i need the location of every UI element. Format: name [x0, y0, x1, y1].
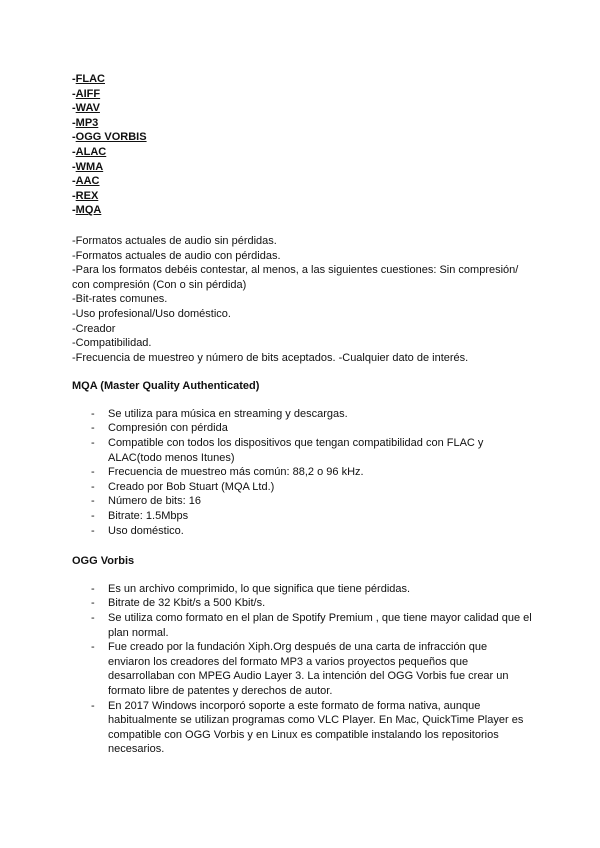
link-wma[interactable]: WMA [75, 160, 104, 173]
list-item: - Se utiliza como formato en el plan de Spotify Premium , que tiene mayor calidad que el plan normal. [72, 611, 532, 640]
format-link-row [72, 160, 532, 175]
link-prefix: - [72, 116, 76, 129]
document-page [72, 72, 532, 757]
link-alac[interactable]: ALAC [75, 145, 107, 158]
link-prefix: - [72, 175, 76, 188]
link-aac[interactable]: AAC [75, 175, 100, 188]
instruction-line: -Formatos actuales de audio sin pérdidas. [72, 234, 277, 247]
format-link-row [72, 87, 532, 102]
format-link-row [72, 174, 532, 189]
format-link-row [72, 72, 532, 87]
mqa-heading: MQA (Master Quality Authenticated) [72, 380, 260, 393]
format-link-row [72, 116, 532, 131]
link-prefix: - [72, 87, 76, 100]
format-link-row [72, 130, 532, 145]
link-prefix: - [72, 160, 76, 173]
list-item: - Bitrate: 1.5Mbps [72, 509, 532, 524]
instruction-line: -Para los formatos debéis contestar, al menos, a las siguientes cuestiones: Sin compresión/ [72, 264, 519, 277]
link-prefix: - [72, 204, 76, 217]
link-prefix: - [72, 131, 76, 144]
instructions-block [72, 234, 532, 365]
format-link-row [72, 203, 532, 218]
instruction-line: -Creador [72, 322, 116, 335]
list-item: - Frecuencia de muestreo más común: 88,2 o 96 kHz. [72, 465, 532, 480]
list-item: - Compatible con todos los dispositivos que tengan compatibilidad con FLAC y ALAC(todo menos Itunes) [72, 436, 532, 465]
link-mqa[interactable]: MQA [75, 204, 102, 217]
instruction-line: -Frecuencia de muestreo y número de bits aceptados. -Cualquier dato de interés. [72, 351, 469, 364]
ogg-heading: OGG Vorbis [72, 555, 135, 568]
link-prefix: - [72, 189, 76, 202]
list-item: - Uso doméstico. [72, 524, 532, 539]
list-item: - Se utiliza para música en streaming y descargas. [72, 407, 532, 422]
instruction-line: -Compatibilidad. [72, 337, 152, 350]
format-link-row [72, 145, 532, 160]
mqa-list [72, 407, 532, 538]
list-item: - Bitrate de 32 Kbit/s a 500 Kbit/s. [72, 596, 532, 611]
link-prefix: - [72, 73, 76, 85]
link-prefix: - [72, 145, 76, 158]
ogg-list [72, 582, 532, 757]
instruction-line: con compresión (Con o sin pérdida) [72, 278, 247, 291]
list-item: - Compresión con pérdida [72, 421, 532, 436]
format-link-row [72, 189, 532, 204]
link-mp3[interactable]: MP3 [75, 116, 99, 129]
format-link-row [72, 101, 532, 116]
instruction-line: -Uso profesional/Uso doméstico. [72, 307, 231, 320]
list-item: - Es un archivo comprimido, lo que significa que tiene pérdidas. [72, 582, 532, 597]
instruction-line: -Formatos actuales de audio con pérdidas. [72, 249, 281, 262]
instruction-line: -Bit-rates comunes. [72, 293, 168, 306]
link-flac[interactable]: FLAC [75, 73, 105, 85]
link-wav[interactable]: WAV [75, 102, 100, 115]
list-item: - Creado por Bob Stuart (MQA Ltd.) [72, 480, 532, 495]
format-link-list [72, 72, 532, 218]
list-item: - Fue creado por la fundación Xiph.Org después de una carta de infracción que enviaron los creadores del formato MP3 a varios proyectos pequeños que desarrollaban con MPEG Audio Layer 3. La intención del OGG Vorbis fue crear un formato libre de patentes y derechos de autor. [72, 640, 532, 698]
list-item: - Número de bits: 16 [72, 494, 532, 509]
link-aiff[interactable]: AIFF [75, 87, 101, 100]
list-item: - En 2017 Windows incorporó soporte a este formato de forma nativa, aunque habitualmente se utilizan programas como VLC Player. En Mac, QuickTime Player es compatible con OGG Vorbis y en Linux es compatible instalando los repositorios necesarios. [72, 699, 532, 757]
link-prefix: - [72, 102, 76, 115]
link-ogg-vorbis[interactable]: OGG VORBIS [75, 131, 147, 144]
link-rex[interactable]: REX [75, 189, 99, 202]
